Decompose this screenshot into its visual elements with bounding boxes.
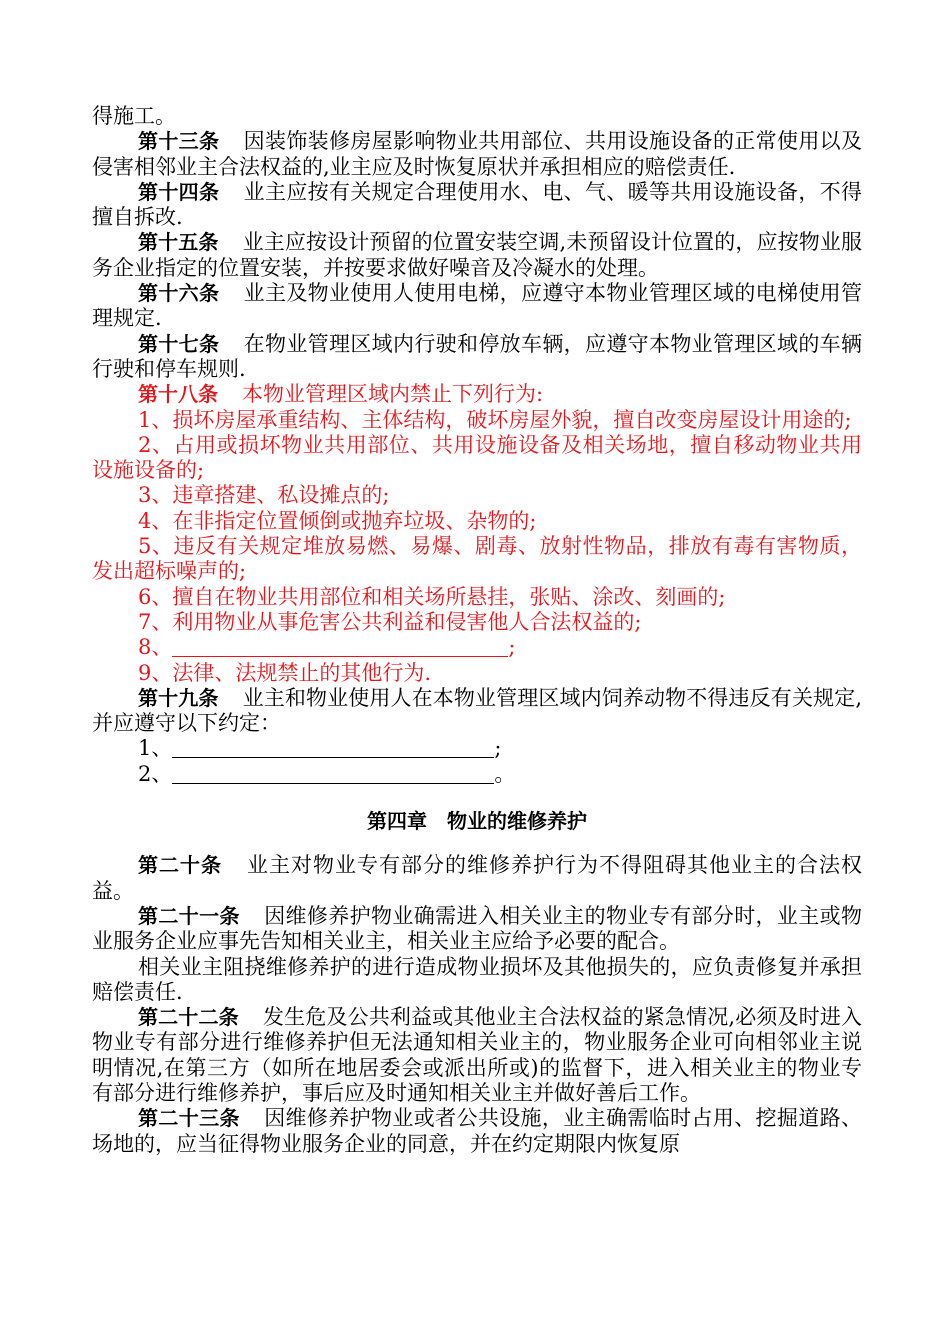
article-body: 因维修养护物业或者公共设施，业主确需临时占用、挖掘道路、场地的，应当征得物业服务企业的同意，并在约定期限内恢复原: [92, 1106, 863, 1156]
article-heading: 第十八条: [138, 382, 218, 407]
article-body: 业主及物业使用人使用电梯，应遵守本物业管理区域的电梯使用管理规定.: [92, 281, 863, 331]
article-heading: 第十九条: [138, 685, 219, 710]
document-page: [92, 104, 862, 1157]
article-heading: 第十六条: [138, 281, 220, 306]
article-21: [92, 904, 862, 955]
article-20: [92, 853, 862, 904]
item-suffix: ;: [508, 635, 516, 660]
fill-in-blank: [172, 737, 494, 758]
article-body: 在物业管理区域内行驶和停放车辆，应遵守本物业管理区域的车辆行驶和停车规则.: [92, 331, 863, 381]
article-19: [92, 686, 862, 737]
article-18-item-1: 1、损坏房屋承重结构、主体结构，破坏房屋外貌，擅自改变房屋设计用途的;: [138, 407, 852, 432]
article-body: 本物业管理区域内禁止下列行为:: [242, 382, 544, 407]
article-body: 因装饰装修房屋影响物业共用部位、共用设施设备的正常使用以及侵害相邻业主合法权益的,业主应及时恢复原状并承担相应的赔偿责任.: [92, 129, 863, 179]
article-body: 业主和物业使用人在本物业管理区域内饲养动物不得违反有关规定,并应遵守以下约定：: [92, 685, 862, 736]
item-suffix: 。: [494, 761, 516, 786]
article-19-item-1: [92, 736, 862, 761]
article-heading: 第二十三条: [138, 1106, 240, 1131]
article-18-item-6: 6、擅自在物业共用部位和相关场所悬挂，张贴、涂改、刻画的;: [138, 584, 726, 609]
article-16: [92, 281, 862, 332]
fill-in-blank: [172, 763, 494, 784]
article-18-item-2: 2、占用或损坏物业共用部位、共用设施设备及相关场地，擅自移动物业共用设施设备的;: [92, 432, 862, 483]
article-18-item-3: 3、违章搭建、私设摊点的;: [138, 483, 390, 508]
item-prefix: 1、: [138, 736, 173, 761]
article-15: [92, 230, 862, 281]
article-heading: 第二十条: [138, 853, 222, 878]
article-19-item-2: [92, 762, 862, 787]
article-18-item-7: 7、利用物业从事危害公共利益和侵害他人合法权益的;: [138, 609, 642, 634]
article-body: 业主应按设计预留的位置安装空调,未预留设计位置的，应按物业服务企业指定的位置安装，并按要求做好噪音及冷凝水的处理。: [92, 230, 862, 280]
article-17: [92, 332, 862, 383]
article-heading: 第二十一条: [138, 903, 240, 928]
article-body: 因维修养护物业确需进入相关业主的物业专有部分时，业主或物业服务企业应事先告知相关业主，相关业主应给予必要的配合。: [92, 903, 863, 954]
article-22: [92, 1005, 862, 1106]
article-14: [92, 180, 862, 231]
item-prefix: 8、: [138, 635, 173, 660]
article-heading: 第十七条: [138, 331, 220, 356]
fill-in-blank: [172, 636, 508, 657]
article-23: [92, 1106, 862, 1157]
article-18-item-9: 9、法律、法规禁止的其他行为.: [138, 660, 432, 685]
item-suffix: ;: [494, 736, 502, 761]
article-body: 业主对物业专有部分的维修养护行为不得阻碍其他业主的合法权益。: [92, 853, 862, 903]
article-18: [92, 382, 862, 407]
chapter-title: 第四章 物业的维修养护: [367, 809, 587, 834]
article-13: [92, 129, 862, 180]
article-18-item-8: [92, 635, 862, 660]
article-21-extra: 相关业主阻挠维修养护的进行造成物业损坏及其他损失的，应负责修复并承担赔偿责任.: [92, 954, 862, 1004]
article-body: 发生危及公共利益或其他业主合法权益的紧急情况,必须及时进入物业专有部分进行维修养护但无法通知相关业主的，物业服务企业可向相邻业主说明情况,在第三方（如所在地居委会或派出所或)的监督下，进入相关业主的物业专有部分进行维修养护，事后应及时通知相关业主并做好善后工作。: [92, 1005, 862, 1105]
article-18-item-5: 5、违反有关规定堆放易燃、易爆、剧毒、放射性物品，排放有毒有害物质，发出超标噪声的;: [92, 534, 862, 584]
article-body: 业主应按有关规定合理使用水、电、气、暖等共用设施设备，不得擅自拆改.: [92, 179, 863, 230]
article-18-item-4: 4、在非指定位置倾倒或抛弃垃圾、杂物的;: [138, 508, 537, 533]
article-heading: 第十五条: [138, 230, 219, 255]
item-prefix: 2、: [138, 761, 173, 786]
continuation-text: 得施工。: [92, 104, 176, 128]
article-heading: 第十四条: [138, 179, 220, 204]
article-heading: 第十三条: [138, 129, 220, 154]
article-heading: 第二十二条: [138, 1005, 239, 1030]
